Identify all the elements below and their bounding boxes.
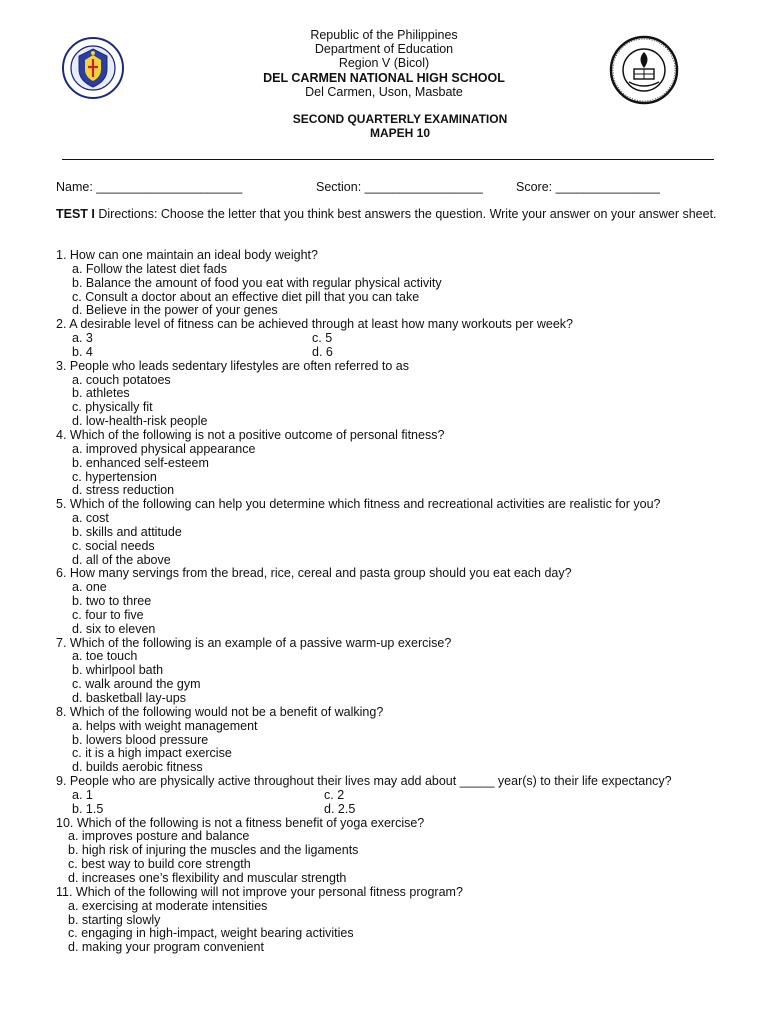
answer-option: a. exercising at moderate intensities — [68, 898, 268, 913]
answer-option: c. 2 — [324, 787, 345, 802]
answer-option: c. physically fit — [72, 400, 153, 415]
answer-option: c. hypertension — [72, 469, 157, 484]
question-text: 3. People who leads sedentary lifestyles are often referred to as — [56, 358, 409, 373]
answer-option: c. social needs — [72, 538, 155, 553]
answer-option: a. cost — [72, 511, 109, 526]
answer-option: d. increases one’s flexibility and muscular strength — [68, 870, 347, 885]
exam-title-block — [0, 112, 768, 140]
question-text: 4. Which of the following is not a positive outcome of personal fitness? — [56, 427, 445, 442]
answer-option: d. stress reduction — [72, 483, 175, 498]
directions-text: Directions: Choose the letter that you think best answers the question. Write your answer on your answer sheet. — [94, 207, 717, 221]
answer-option-row — [56, 332, 746, 346]
answer-option: b. lowers blood pressure — [72, 732, 209, 747]
answer-option: a. helps with weight management — [72, 718, 258, 733]
answer-option: b. whirlpool bath — [72, 663, 164, 678]
name-field: Name: _____________________ — [56, 180, 243, 194]
question-text: 6. How many servings from the bread, rice, cereal and pasta group should you eat each day? — [56, 566, 572, 581]
answer-option: d. six to eleven — [72, 621, 156, 636]
answer-option: d. all of the above — [72, 552, 171, 567]
question-text: 9. People who are physically active throughout their lives may add about _____ year(s) to their life expectancy? — [56, 774, 672, 789]
question-text: 7. Which of the following is an example of a passive warm-up exercise? — [56, 635, 452, 650]
school-header — [0, 28, 768, 99]
test-directions — [56, 207, 728, 222]
section-field: Section: _________________ — [316, 180, 483, 194]
answer-option: d. making your program convenient — [68, 940, 264, 955]
question-text: 11. Which of the following will not improve your personal fitness program? — [56, 884, 463, 899]
question-text: 10. Which of the following is not a fitness benefit of yoga exercise? — [56, 815, 425, 830]
answer-option: a. one — [72, 580, 107, 595]
header-line-region: Region V (Bicol) — [338, 56, 430, 71]
exam-subject: MAPEH 10 — [369, 126, 431, 140]
answer-option: b. 1.5 — [72, 801, 104, 816]
answer-option: c. four to five — [72, 607, 144, 622]
header-line-department: Department of Education — [314, 42, 454, 57]
answer-option: b. skills and attitude — [72, 524, 182, 539]
answer-option-row — [56, 346, 746, 360]
question-list — [56, 249, 746, 955]
answer-option: c. best way to build core strength — [68, 857, 251, 872]
answer-option: d. builds aerobic fitness — [72, 760, 203, 775]
question-text: 5. Which of the following can help you determine which fitness and recreational activities are realistic for you? — [56, 497, 661, 512]
answer-option: b. enhanced self-esteem — [72, 455, 209, 470]
score-field: Score: _______________ — [516, 180, 660, 194]
answer-option: a. toe touch — [72, 649, 138, 664]
answer-option: b. athletes — [72, 386, 130, 401]
header-divider — [62, 159, 714, 160]
answer-option: a. 3 — [72, 331, 93, 346]
answer-option: c. walk around the gym — [72, 677, 201, 692]
answer-option: a. Follow the latest diet fads — [72, 261, 227, 276]
answer-option: b. two to three — [72, 594, 152, 609]
answer-option: b. 4 — [72, 344, 93, 359]
answer-option: c. engaging in high-impact, weight bearing activities — [68, 926, 354, 941]
answer-option: a. improved physical appearance — [72, 441, 256, 456]
header-line-republic: Republic of the Philippines — [310, 28, 458, 42]
question-text: 8. Which of the following would not be a benefit of walking? — [56, 704, 384, 719]
school-address: Del Carmen, Uson, Masbate — [305, 84, 463, 99]
answer-option: c. 5 — [312, 331, 333, 346]
answer-option: c. it is a high impact exercise — [72, 746, 232, 761]
answer-option: d. Believe in the power of your genes — [72, 303, 278, 318]
answer-option: d. 6 — [312, 344, 333, 359]
test-label: TEST I — [56, 207, 95, 221]
question-text: 2. A desirable level of fitness can be achieved through at least how many workouts per week? — [56, 317, 573, 332]
answer-option: b. starting slowly — [68, 912, 161, 927]
answer-option: b. high risk of injuring the muscles and the ligaments — [68, 843, 359, 858]
exam-title: SECOND QUARTERLY EXAMINATION — [292, 112, 508, 126]
answer-option: d. low-health-risk people — [72, 414, 208, 429]
answer-option: a. couch potatoes — [72, 372, 171, 387]
answer-option: d. 2.5 — [324, 801, 356, 816]
school-name: DEL CARMEN NATIONAL HIGH SCHOOL — [263, 70, 505, 85]
answer-option: a. improves posture and balance — [68, 829, 250, 844]
answer-option: c. Consult a doctor about an effective diet pill that you can take — [72, 289, 420, 304]
answer-option-row — [56, 789, 746, 803]
answer-option: d. basketball lay-ups — [72, 691, 186, 705]
answer-option: b. Balance the amount of food you eat with regular physical activity — [72, 275, 442, 290]
answer-option-row — [56, 803, 746, 817]
question-text: 1. How can one maintain an ideal body weight? — [56, 248, 318, 262]
answer-option: a. 1 — [72, 787, 93, 802]
